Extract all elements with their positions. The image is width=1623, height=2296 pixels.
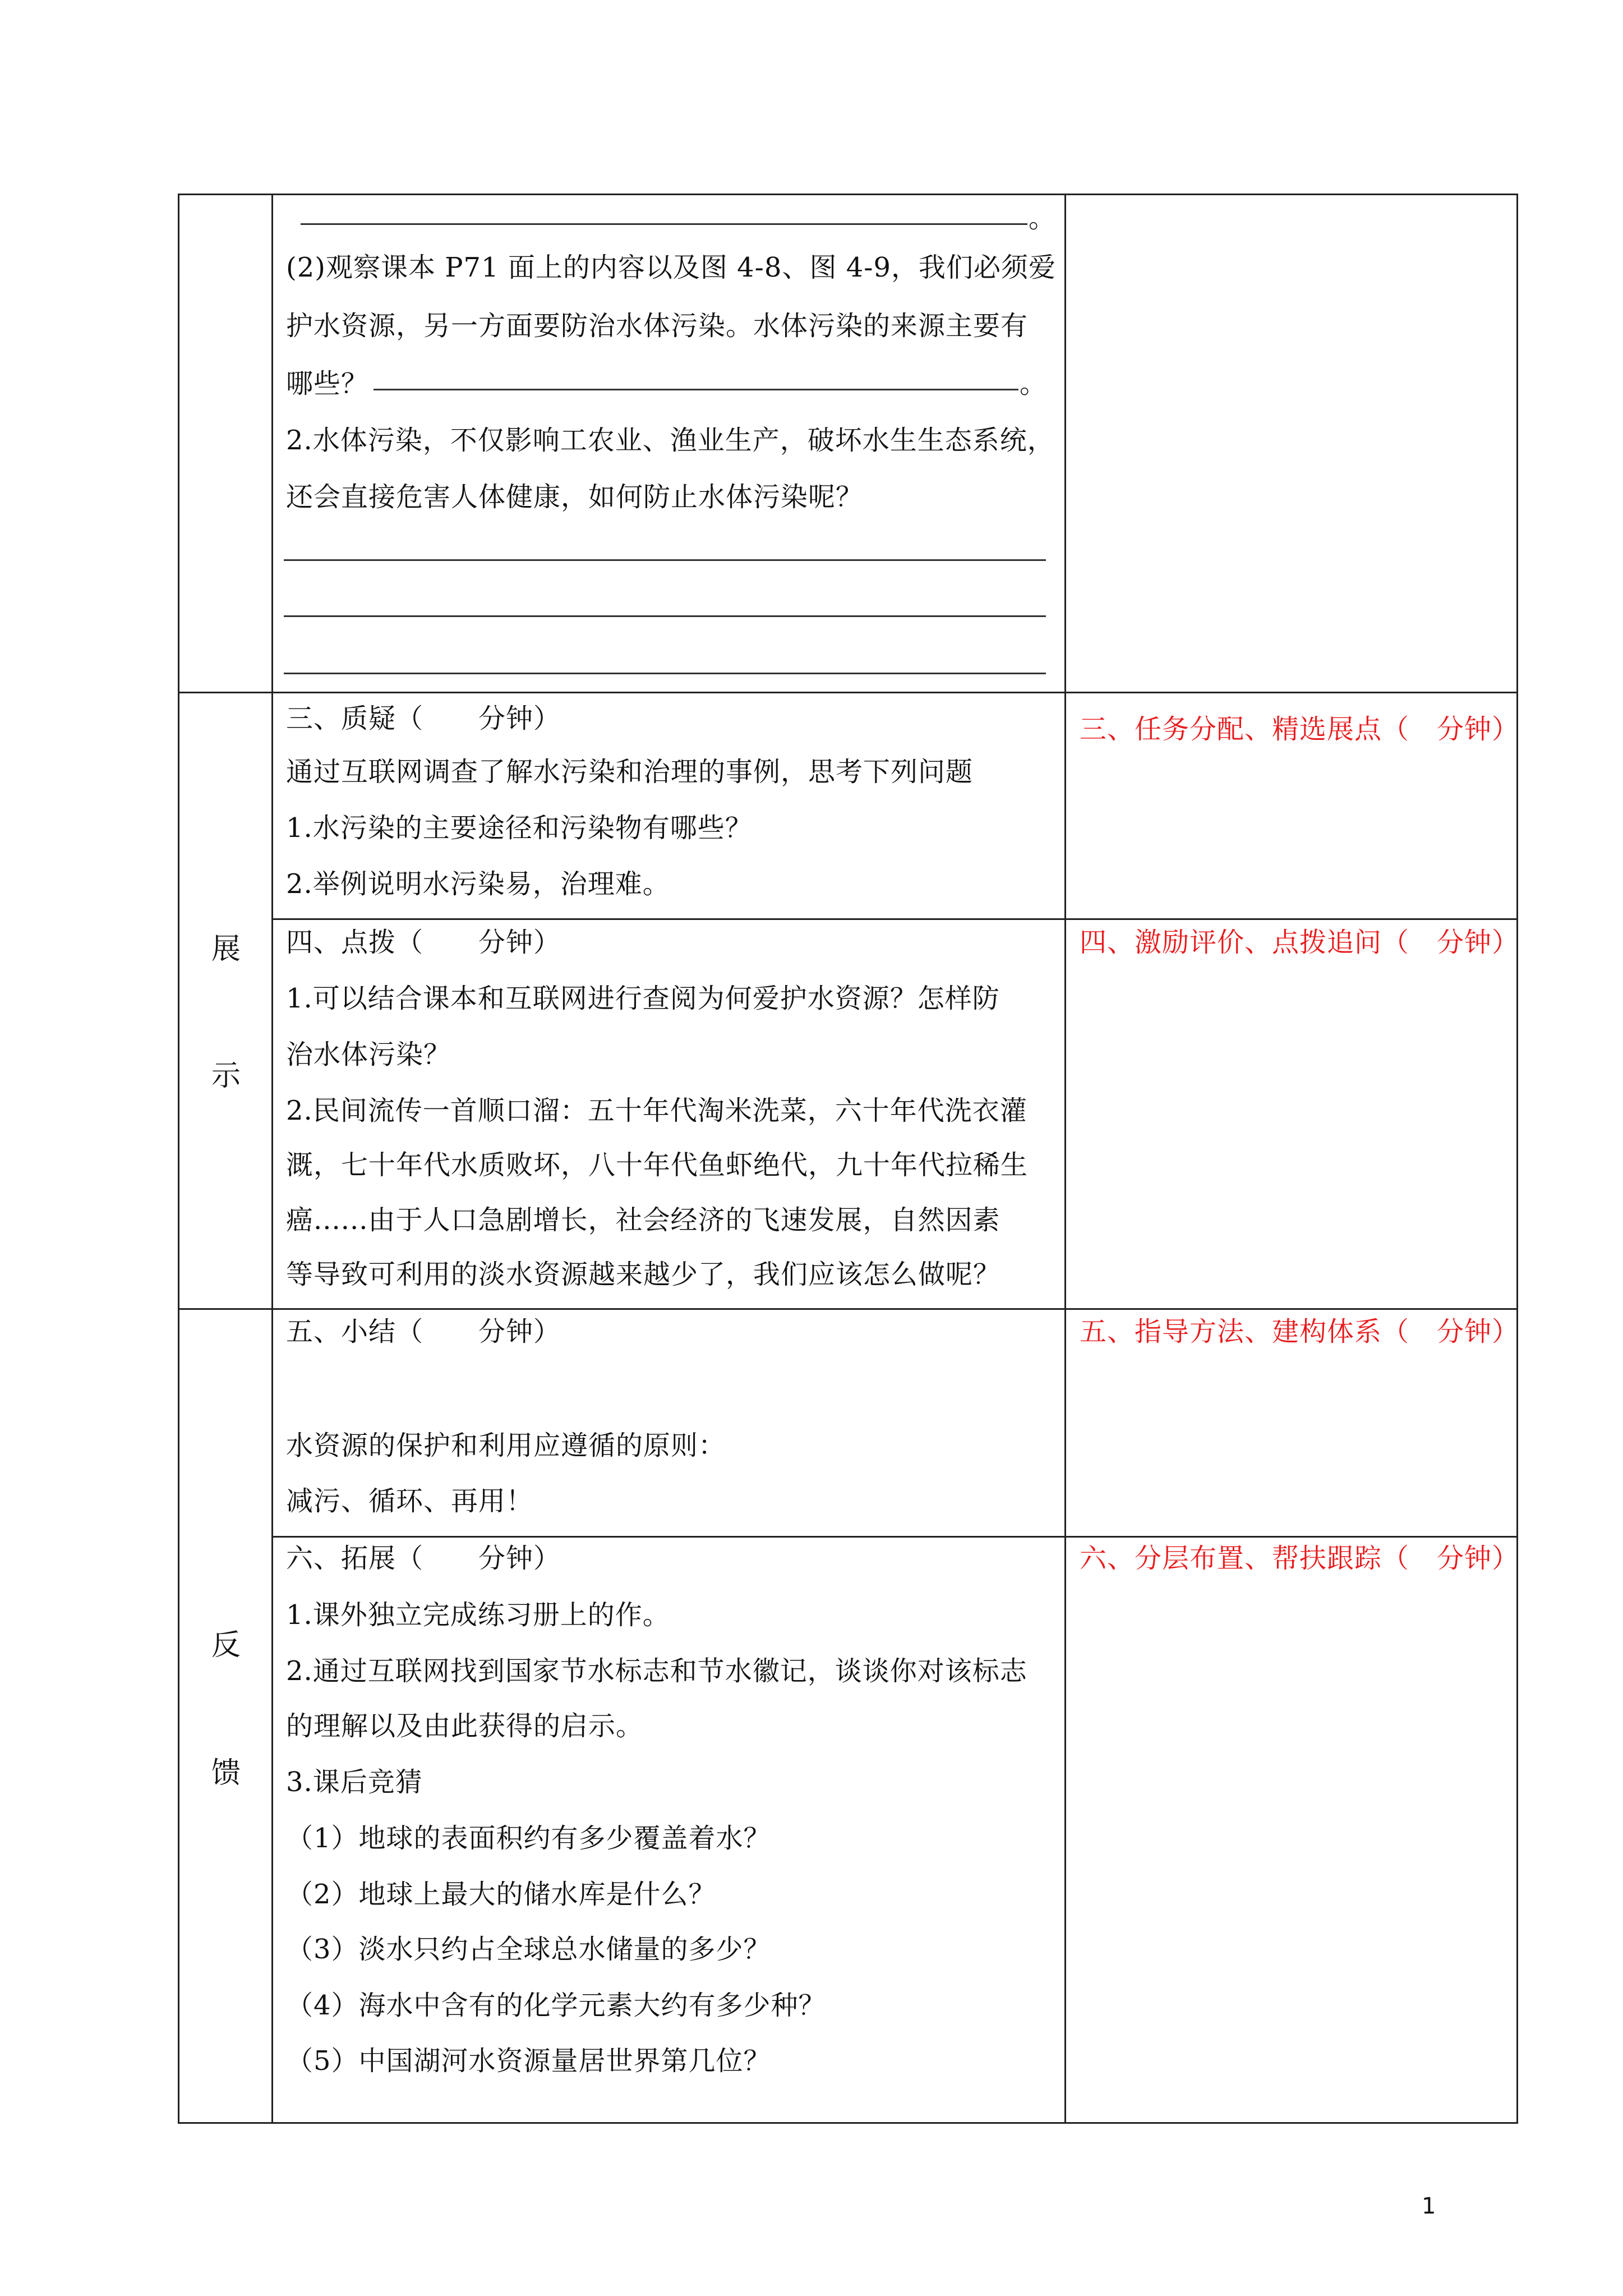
answer-blank-line[interactable] [374, 389, 1018, 390]
teacher-note-4: 四、激励评价、点拨追问（ 分钟） [1080, 927, 1520, 958]
table-bottom-border [178, 2122, 1516, 2124]
question-2-line-1: (2)观察课本 P71 面上的内容以及图 4-8、图 4-9，我们必须爱 [286, 252, 1056, 283]
section-3-question-2: 2.举例说明水污染易，治理难。 [286, 868, 670, 900]
table-row-divider [271, 1536, 1516, 1538]
quiz-question-1: （1）地球的表面积约有多少覆盖着水？ [286, 1823, 771, 1854]
section-6-line-2: 2.通过互联网找到国家节水标志和节水徽记，谈谈你对该标志 [286, 1655, 1027, 1687]
section-3-question-1: 1.水污染的主要途径和污染物有哪些？ [286, 812, 753, 844]
section-6-line-1: 1.课外独立完成练习册上的作。 [286, 1599, 670, 1631]
section-3-title: 三、质疑（ 分钟） [286, 703, 561, 734]
table-top-border [178, 194, 1516, 195]
item-2-line-1: 2.水体污染，不仅影响工农业、渔业生产，破坏水生生态系统， [286, 425, 1055, 456]
table-row-divider [178, 1308, 1516, 1310]
quiz-question-2: （2）地球上最大的储水库是什么？ [286, 1879, 716, 1910]
row-label-char: 展 [211, 932, 241, 966]
question-2-line-3-prefix: 哪些？ [286, 368, 369, 399]
section-5-line-2: 减污、循环、再用！ [286, 1485, 534, 1517]
quiz-question-3: （3）淡水只约占全球总水储量的多少？ [286, 1934, 771, 1965]
page-number: 1 [1422, 2193, 1436, 2219]
answer-blank-line[interactable] [284, 673, 1046, 674]
table-left-border [178, 194, 179, 2124]
section-4-line-3: 2.民间流传一首顺口溜：五十年代淘米洗菜，六十年代洗衣灌 [286, 1095, 1027, 1126]
section-6-line-3: 的理解以及由此获得的启示。 [286, 1710, 644, 1742]
answer-blank-line[interactable] [284, 615, 1046, 617]
table-right-border [1516, 194, 1518, 2124]
quiz-question-5: （5）中国湖河水资源量居世界第几位？ [286, 2045, 771, 2077]
table-column-divider [1064, 194, 1066, 2124]
section-4-title: 四、点拨（ 分钟） [286, 927, 561, 958]
teacher-note-6: 六、分层布置、帮扶跟踪（ 分钟） [1080, 1543, 1520, 1574]
end-mark: 。 [1029, 203, 1057, 234]
item-2-line-2: 还会直接危害人体健康，如何防止水体污染呢？ [286, 481, 864, 513]
section-4-line-5: 癌......由于人口急剧增长，社会经济的飞速发展，自然因素 [286, 1204, 1000, 1236]
answer-blank-line[interactable] [284, 559, 1046, 561]
section-4-line-1: 1.可以结合课本和互联网进行查阅为何爱护水资源？怎样防 [286, 983, 1000, 1014]
question-2-line-2: 护水资源，另一方面要防治水体污染。水体污染的来源主要有 [286, 310, 1029, 342]
answer-blank-line[interactable] [301, 223, 1027, 225]
table-column-divider [271, 194, 273, 2124]
section-5-line-1: 水资源的保护和利用应遵循的原则： [286, 1430, 726, 1461]
section-4-line-6: 等导致可利用的淡水资源越来越少了，我们应该怎么做呢？ [286, 1259, 1001, 1290]
section-6-title: 六、拓展（ 分钟） [286, 1543, 561, 1574]
row-label-char: 示 [211, 1059, 241, 1093]
table-row-divider [178, 692, 1516, 693]
row-label-char: 馈 [211, 1756, 241, 1790]
row-label-char: 反 [211, 1628, 241, 1662]
end-mark: 。 [1020, 368, 1048, 399]
table-row-divider [271, 918, 1516, 920]
teacher-note-5: 五、指导方法、建构体系（ 分钟） [1080, 1316, 1520, 1347]
section-6-line-4: 3.课后竞猜 [286, 1766, 423, 1798]
teacher-note-3: 三、任务分配、精选展点（ 分钟） [1080, 714, 1520, 745]
quiz-question-4: （4）海水中含有的化学元素大约有多少种？ [286, 1990, 826, 2021]
section-5-title: 五、小结（ 分钟） [286, 1316, 561, 1347]
section-4-line-2: 治水体污染？ [286, 1039, 451, 1070]
section-4-line-4: 溉，七十年代水质败坏，八十年代鱼虾绝代，九十年代拉稀生 [286, 1149, 1029, 1181]
section-3-intro: 通过互联网调查了解水污染和治理的事例，思考下列问题 [286, 756, 974, 788]
